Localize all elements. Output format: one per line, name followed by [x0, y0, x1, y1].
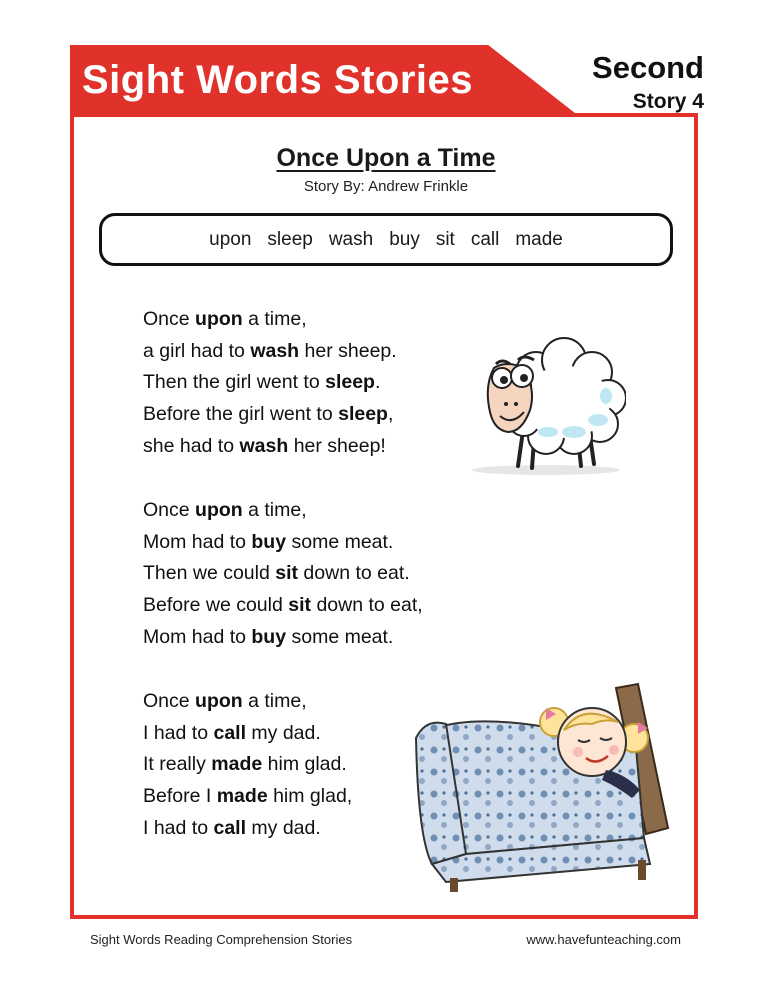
- sight-word-highlight: upon: [195, 308, 243, 330]
- sheep-illustration: [466, 320, 626, 478]
- footer-website: www.havefunteaching.com: [526, 932, 681, 947]
- sight-word-highlight: wash: [250, 339, 300, 362]
- sight-word-box: [99, 213, 673, 266]
- story-line: Once upon a time,: [143, 499, 307, 521]
- sight-word: sleep: [267, 228, 313, 250]
- sight-word-highlight: sleep: [325, 371, 375, 394]
- sight-word-highlight: call: [213, 816, 246, 839]
- sight-word-highlight: sit: [275, 562, 299, 585]
- story-author: Story By: Andrew Frinkle: [303, 178, 469, 195]
- header-title: Sight Words Stories: [82, 58, 474, 102]
- sight-word-highlight: upon: [195, 499, 243, 521]
- story-line: Once upon a time,: [143, 690, 307, 712]
- sight-word-highlight: buy: [251, 530, 287, 553]
- story-line: Before I made him glad,: [143, 785, 353, 808]
- sight-word-highlight: wash: [239, 434, 289, 457]
- story-line: Before we could sit down to eat,: [143, 594, 423, 617]
- story-line: she had to wash her sheep!: [143, 434, 386, 457]
- sight-word: upon: [209, 228, 252, 250]
- sight-word-highlight: sit: [288, 594, 312, 617]
- story-line: Then we could sit down to eat.: [143, 562, 410, 585]
- sight-word-highlight: buy: [251, 625, 287, 648]
- stanza-1: [143, 304, 397, 463]
- sight-word: sit: [435, 228, 455, 250]
- stanza-2: [143, 495, 423, 654]
- story-line: I had to call my dad.: [143, 816, 321, 839]
- story-line: a girl had to wash her sheep.: [143, 339, 397, 362]
- story-line: Once upon a time,: [143, 308, 307, 330]
- sight-word-highlight: call: [213, 721, 246, 744]
- sight-word-highlight: made: [216, 785, 268, 808]
- grade-label: Second: [592, 50, 704, 85]
- sight-word-highlight: made: [211, 753, 263, 776]
- footer-series-label: Sight Words Reading Comprehension Stories: [90, 932, 353, 947]
- story-number: Story 4: [632, 90, 704, 113]
- sight-word: call: [470, 228, 500, 250]
- girl-sleeping-in-bed-illustration: [406, 678, 680, 892]
- sight-word: wash: [328, 228, 374, 250]
- story-line: It really made him glad.: [143, 753, 347, 776]
- story-line: Mom had to buy some meat.: [143, 625, 394, 648]
- sight-word-highlight: upon: [195, 690, 243, 712]
- story-title: Once Upon a Time: [276, 144, 496, 172]
- story-line: I had to call my dad.: [143, 721, 321, 744]
- stanza-3: [143, 686, 352, 845]
- sight-word: made: [515, 228, 563, 250]
- story-line: Then the girl went to sleep.: [143, 371, 381, 394]
- sight-word-highlight: sleep: [338, 403, 388, 426]
- sight-word: buy: [389, 228, 420, 250]
- story-line: Mom had to buy some meat.: [143, 530, 394, 553]
- story-line: Before the girl went to sleep,: [143, 403, 394, 426]
